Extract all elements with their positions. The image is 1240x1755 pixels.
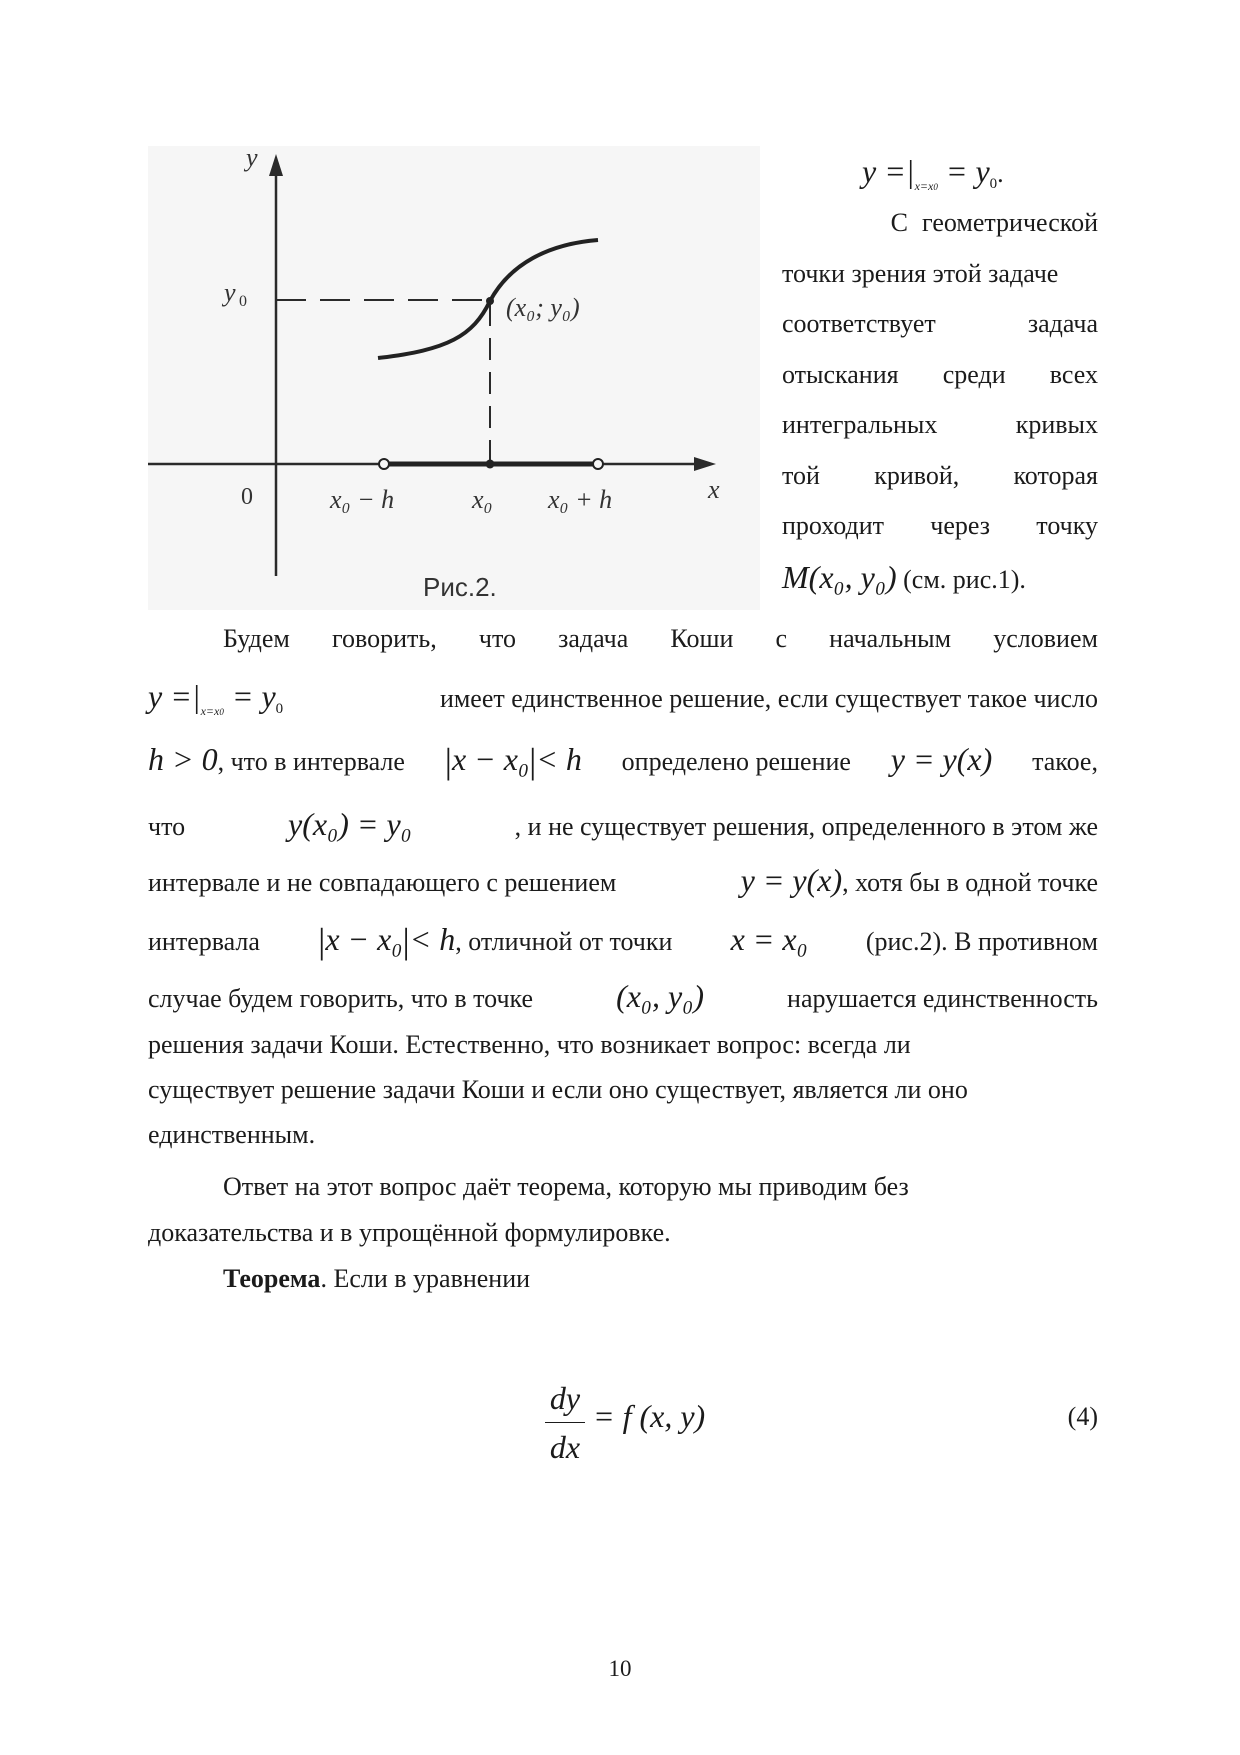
derivative-fraction: dy dx	[545, 1380, 585, 1465]
side-line-2: точки зрения этой задаче	[782, 258, 1059, 288]
interval-right-endpoint	[593, 459, 603, 469]
origin-label: 0	[241, 484, 253, 510]
tick-x0-minus-h: x₀ − h	[330, 485, 395, 514]
figure-2	[148, 146, 760, 610]
y0-tick-sub: 0	[239, 293, 247, 310]
y0-tick-label: y	[224, 278, 236, 307]
page-number: 10	[608, 1656, 632, 1681]
point-label: (x₀; y₀)	[506, 293, 580, 322]
side-line-6: той кривой, которая	[782, 460, 1098, 490]
equation-rhs: = f (x, y)	[593, 1398, 706, 1434]
equation-4	[545, 1380, 1098, 1465]
side-line-5: интегральных кривых	[782, 410, 1098, 439]
p1-line-8: решения задачи Коши. Естественно, что возникает вопрос: всегда ли	[148, 1030, 911, 1059]
p1-line-2: $y =|_{x=x0} = y_0$ имеет единственное решение, если существует такое число	[148, 678, 1098, 718]
p2-line-2: доказательства и в упрощённой формулировке.	[148, 1218, 671, 1247]
side-line-8: M(x₀, y₀) (см. рис.1).	[782, 558, 1026, 595]
tick-x0: x₀	[472, 485, 493, 514]
figure-caption: Рис.2.	[423, 572, 497, 602]
body-text	[148, 624, 1098, 1310]
theorem-label: Теорема	[223, 1264, 321, 1293]
side-line-4: отыскания среди всех	[782, 359, 1098, 389]
point-x0-y0	[486, 297, 494, 305]
x-axis-label: x	[708, 475, 720, 504]
p1-line-5: интервале и не совпадающего с решением y = y(x), хотя бы в одной точке	[148, 862, 1098, 898]
y-axis-label: y	[246, 146, 258, 172]
interval-left-endpoint	[379, 459, 389, 469]
y-axis-arrow	[269, 154, 283, 176]
initial-condition: $y =|_{x=x0} = y_0$.	[862, 153, 1004, 193]
p1-line-9: существует решение задачи Коши и если оно существует, является ли оно	[148, 1075, 968, 1104]
cauchy-graph	[148, 146, 760, 610]
p2-line-1: Ответ на этот вопрос даёт теорема, которую мы приводим без	[223, 1172, 909, 1201]
p1-line-4: что y(x₀) = y₀ , и не существует решения, определенного в этом же	[148, 806, 1098, 842]
p3-line-1: Теорема. Если в уравнении	[223, 1264, 531, 1293]
side-line-7: проходит через точку	[782, 511, 1098, 540]
equation-number: (4)	[1067, 1402, 1098, 1431]
p1-line-6: интервала |x − x₀|< h, отличной от точки x = x₀ (рис.2). В противном	[148, 921, 1098, 961]
side-column	[782, 146, 1098, 606]
p1-line-10: единственным.	[148, 1120, 316, 1149]
p1-line-1: Будем говорить, что задача Коши с начальным условием	[223, 624, 1098, 653]
x-axis-arrow	[694, 457, 716, 471]
side-line-1: С геометрической	[890, 208, 1098, 237]
tick-x0-plus-h: x₀ + h	[548, 485, 613, 514]
p1-line-3: h > 0, что в интервале |x − x₀|< h определено решение y = y(x) такое,	[148, 741, 1098, 781]
side-line-3: соответствует задача	[782, 309, 1098, 338]
p1-line-7: случае будем говорить, что в точке (x₀, y₀) нарушается единственность	[148, 978, 1098, 1014]
interval-center-point	[486, 460, 495, 469]
